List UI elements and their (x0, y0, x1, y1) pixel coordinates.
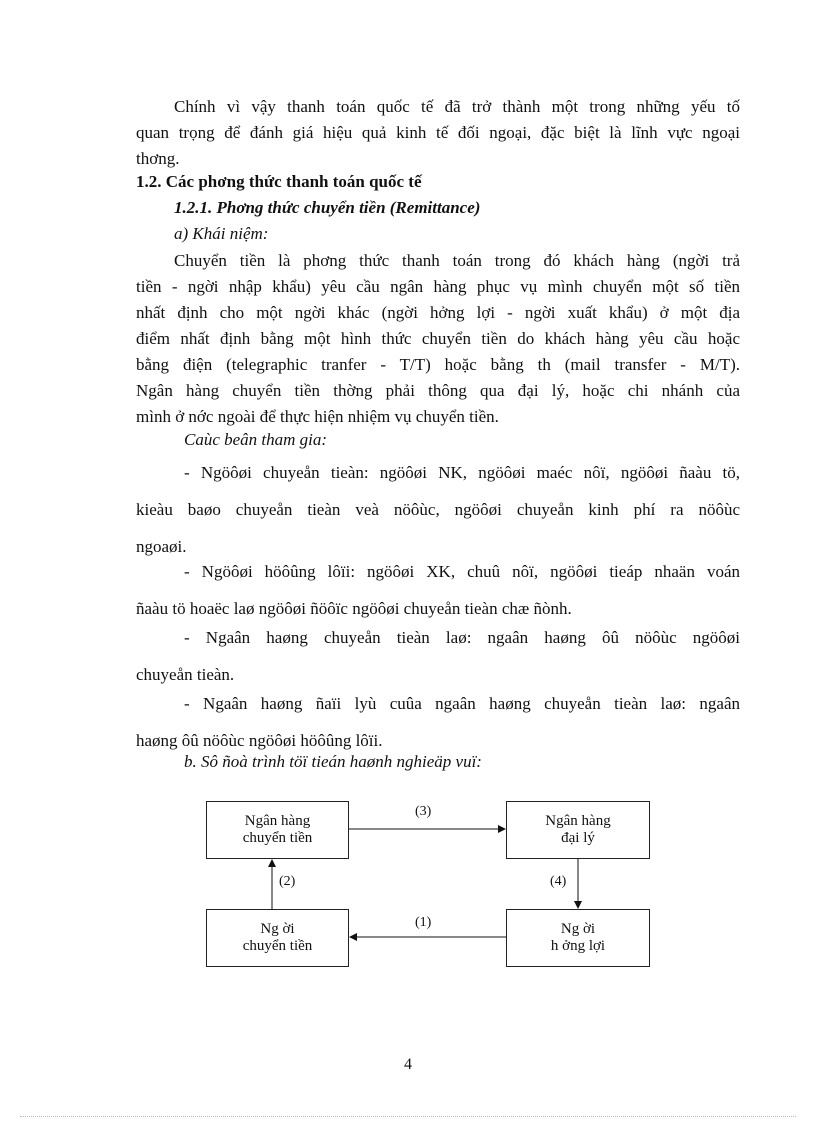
text-line: Chính vì vậy thanh toán quốc tế đã trở thành một trong những yếu tố (174, 97, 740, 116)
box-text: Ng ời (260, 921, 295, 937)
text-line: kieàu baøo chuyeån tieàn veà nöôùc, ngöôøi chuyeån kinh phí ra nöôùc (136, 500, 740, 519)
box-text: Ngân hàng (244, 813, 311, 829)
text-line: haøng ôû nöôùc ngöôøi höôûng lôïi. (136, 731, 383, 750)
text-line: - Ngöôøi chuyeån tieàn: ngöôøi NK, ngöôøi maéc nôï, ngöôøi ñaàu tö, (184, 463, 740, 482)
concept-label: a) Khái niệm: (174, 224, 269, 243)
box-text: đại lý (561, 830, 595, 846)
text-line: ngoaøi. (136, 537, 187, 556)
section-heading-1-2: 1.2. Các phơng thức thanh toán quốc tế (136, 172, 422, 191)
text-line: bằng điện (telegraphic tranfer - T/T) hoặc bằng th (mail transfer - M/T). (136, 355, 740, 374)
step-label-3: (3) (415, 804, 432, 819)
box-agent-bank (506, 801, 650, 859)
page-number: 4 (404, 1056, 412, 1073)
subsection-heading-1-2-1: 1.2.1. Phơng thức chuyển tiền (Remittance) (174, 198, 481, 217)
text-line: - Ngaân haøng chuyeån tieàn laø: ngaân haøng ôû nöôùc ngöôøi (184, 628, 740, 647)
page-footer-rule (20, 1116, 796, 1117)
text-line: thơng. (136, 149, 180, 168)
text-line: tiền - ngời nhập khẩu) yêu cầu ngân hàng phục vụ mình chuyển một số tiền (136, 277, 740, 296)
step-label-1: (1) (415, 915, 432, 930)
text-line: điểm nhất định bằng một hình thức chuyển tiền do khách hàng yêu cầu hoặc (136, 329, 740, 348)
text-line: chuyeån tieàn. (136, 665, 235, 684)
text-line: Chuyển tiền là phơng thức thanh toán trong đó khách hàng (ngời trả (174, 251, 740, 270)
box-remitter (206, 909, 349, 967)
text-line: quan trọng để đánh giá hiệu quả kinh tế đối ngoại, đặc biệt là lĩnh vực ngoại (136, 123, 740, 142)
box-text: chuyển tiền (242, 830, 313, 846)
text-line: nhất định cho một ngời khác (ngời hởng lợi - ngời xuất khẩu) ở một địa (136, 303, 740, 322)
box-beneficiary (506, 909, 650, 967)
text-line: - Ngaân haøng ñaïi lyù cuûa ngaân haøng chuyeån tieàn laø: ngaân (184, 694, 740, 713)
step-label-2: (2) (279, 874, 296, 889)
text-line: - Ngöôøi höôûng lôïi: ngöôøi XK, chuû nôï, ngöôøi tieáp nhaän voán (184, 562, 740, 581)
box-text: Ngân hàng (545, 813, 611, 829)
text-line: Ngân hàng chuyển tiền thờng phải thông qua đại lý, hoặc chi nhánh của (136, 381, 740, 400)
text-line: mình ở nớc ngoài để thực hiện nhiệm vụ chuyển tiền. (136, 407, 499, 426)
box-remitting-bank (206, 801, 349, 859)
step-label-4: (4) (550, 874, 567, 889)
box-text: chuyển tiền (242, 938, 313, 954)
box-text: h ởng lợi (550, 938, 606, 954)
diagram-title: b. Sô ñoà trình töï tieán haønh nghieäp vuï: (184, 752, 482, 771)
parties-label: Caùc beân tham gia: (184, 430, 328, 449)
text-line: ñaàu tö hoaëc laø ngöôøi ñöôïc ngöôøi chuyeån tieàn chæ ñònh. (136, 599, 572, 618)
box-text: Ng ời (560, 921, 596, 937)
